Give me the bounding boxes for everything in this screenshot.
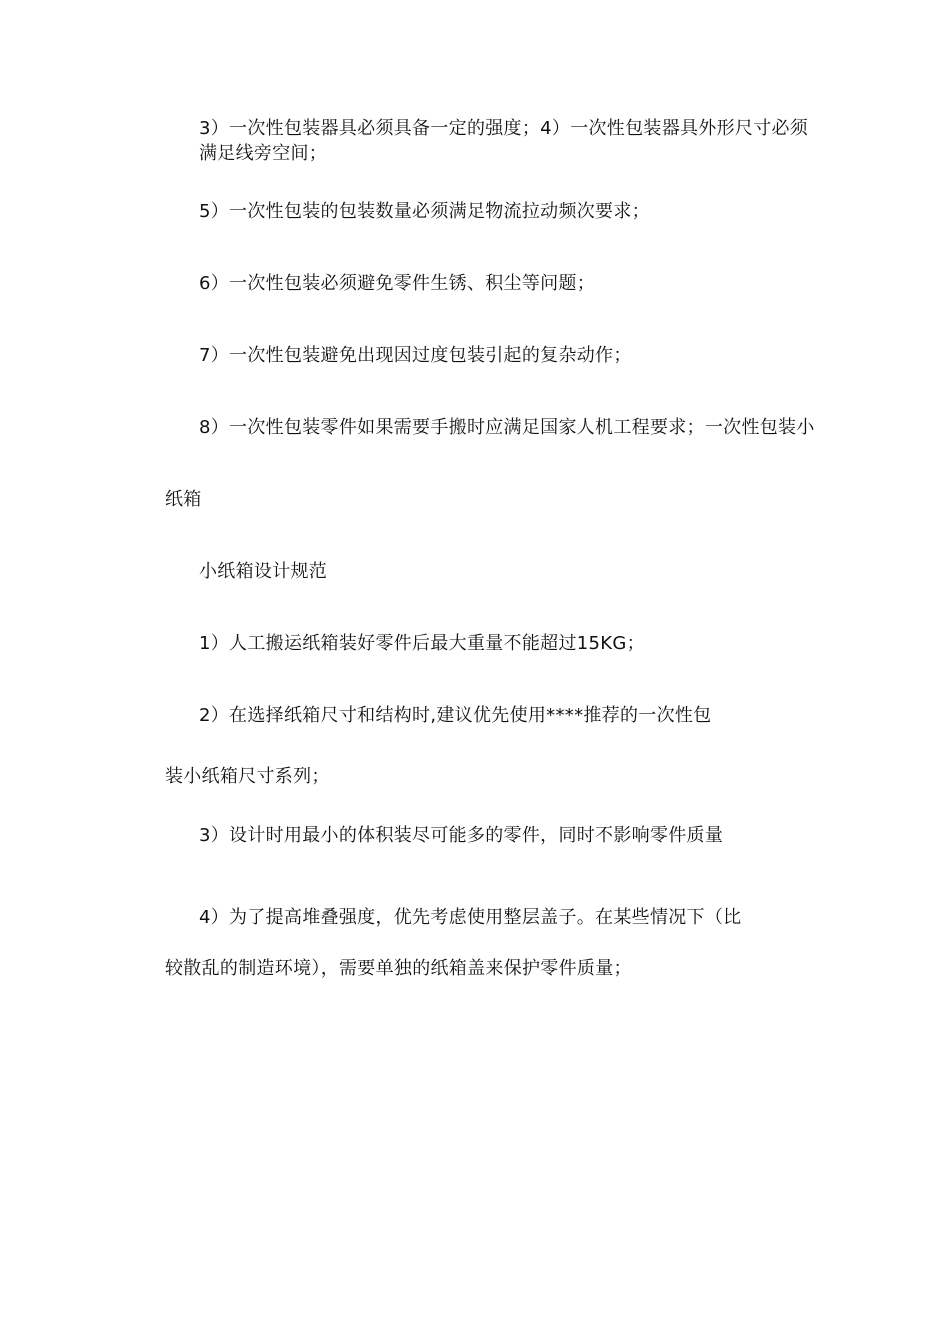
- paragraph-5: 5）一次性包装的包装数量必须满足物流拉动频次要求；: [199, 201, 650, 222]
- paragraph-3-4-line-2: 满足线旁空间；: [199, 143, 328, 164]
- paragraph-8: 8）一次性包装零件如果需要手搬时应满足国家人机工程要求；一次性包装小: [199, 417, 815, 438]
- section-heading-small-carton: 小纸箱设计规范: [199, 561, 328, 582]
- paragraph-6: 6）一次性包装必须避免零件生锈、积尘等问题；: [199, 273, 596, 294]
- spec-item-1: 1）人工搬运纸箱装好零件后最大重量不能超过15KG；: [199, 633, 645, 654]
- spec-item-2: 2）在选择纸箱尺寸和结构时,建议优先使用****推荐的一次性包: [199, 705, 712, 726]
- spec-item-2-continuation: 装小纸箱尺寸系列；: [165, 766, 330, 787]
- spec-item-4-continuation: 较散乱的制造环境），需要单独的纸箱盖来保护零件质量；: [165, 958, 632, 979]
- paragraph-7: 7）一次性包装避免出现因过度包装引起的复杂动作；: [199, 345, 632, 366]
- paragraph-3-4-line-1: 3）一次性包装器具必须具备一定的强度；4）一次性包装器具外形尺寸必须: [199, 118, 809, 139]
- spec-item-4: 4）为了提高堆叠强度，优先考虑使用整层盖子。在某些情况下（比: [199, 907, 742, 928]
- paragraph-8-continuation: 纸箱: [165, 489, 202, 510]
- spec-item-3: 3）设计时用最小的体积装尽可能多的零件，同时不影响零件质量: [199, 825, 724, 846]
